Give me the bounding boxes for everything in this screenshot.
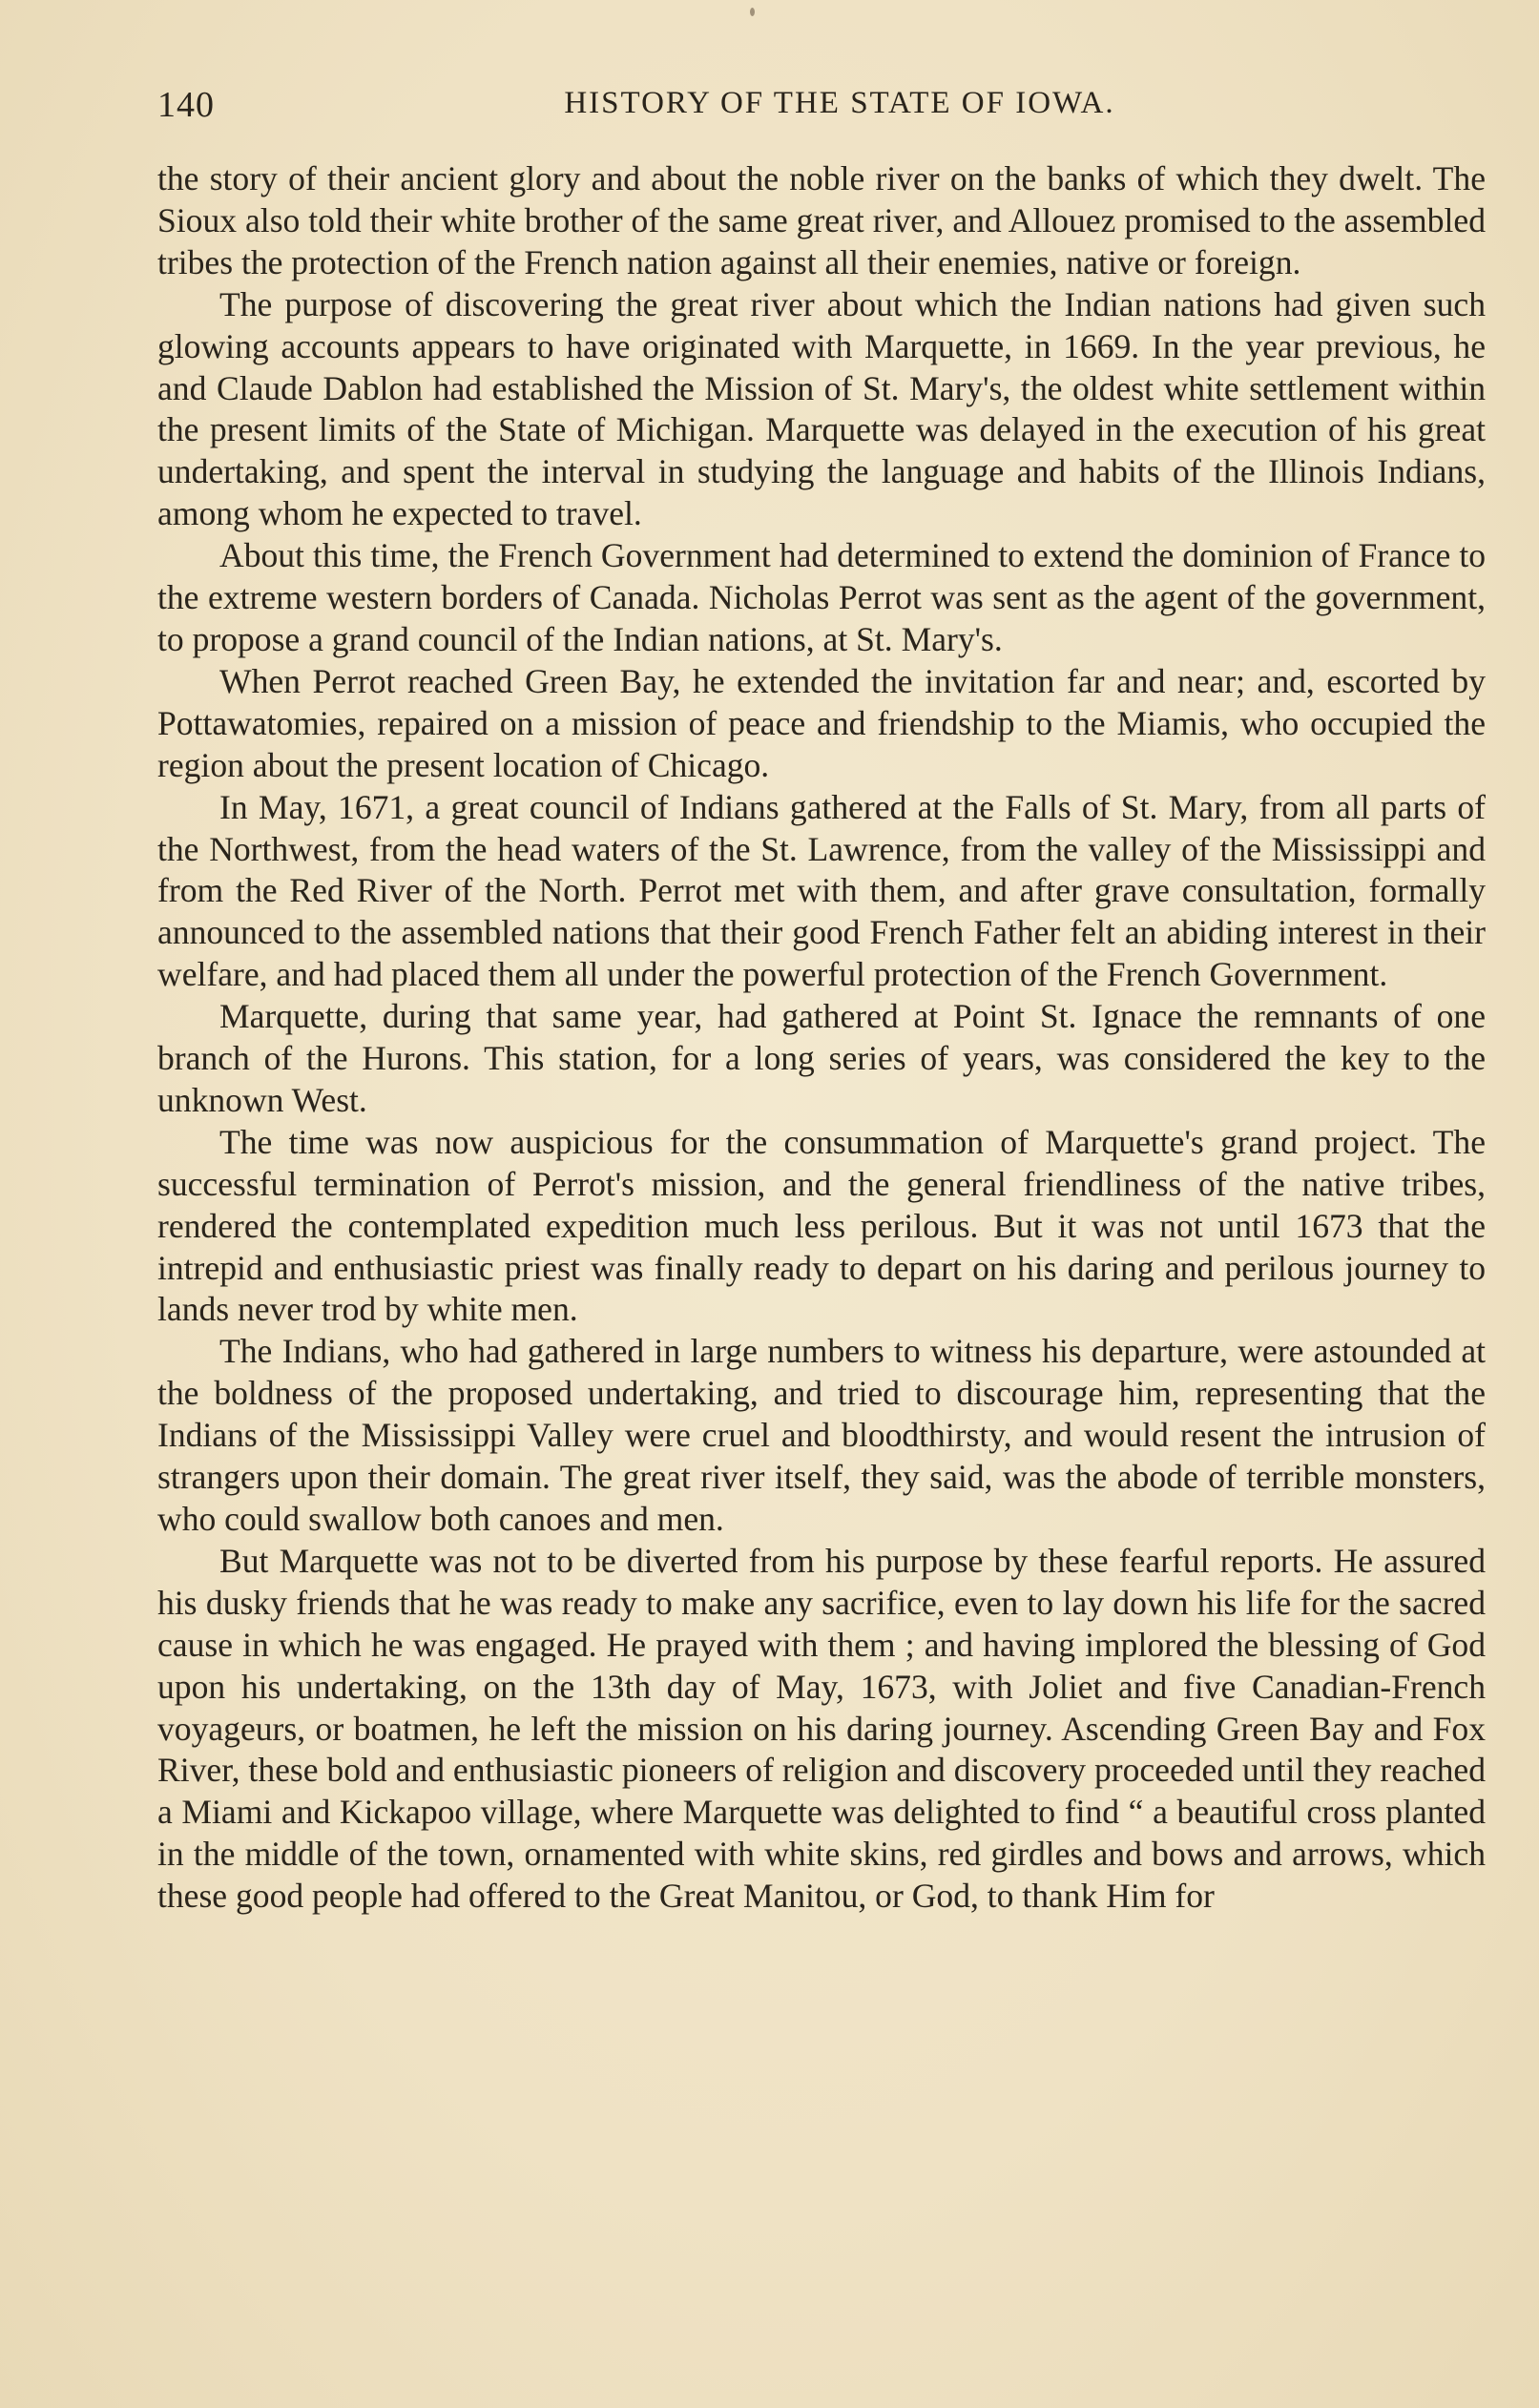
paragraph-9: But Marquette was not to be diverted from his purpose by these fearful reports. He assured his dusky friends that he was ready to make any sacrifice, even to lay down his life for the sacred cause in which he was engaged. He prayed with them ; and having implored the blessing of God upon his undertaking, on the 13th day of May, 1673, with Joliet and five Canadian-French voyageurs, or boatmen, he left the mission on his daring journey. Ascending Green Bay and Fox River, these bold and enthusiastic pioneers of religion and discovery proceeded until they reached a Miami and Kickapoo village, where Marquette was delighted to find “ a beautiful cross planted in the middle of the town, ornamented with white skins, red girdles and bows and arrows, which these good people had offered to the Great Manitou, or God, to thank Him for bbox=[157, 1541, 1486, 1916]
running-title: HISTORY OF THE STATE OF IOWA. bbox=[564, 86, 1115, 120]
ink-speck bbox=[750, 8, 755, 16]
paragraph-4: When Perrot reached Green Bay, he extended the invitation far and near; and, escorted by Pottawatomies, repaired on a mission of peace and friendship to the Miamis, who occupied the region about the present location of Chicago. bbox=[157, 661, 1486, 784]
paragraph-8: The Indians, who had gathered in large numbers to witness his departure, were astounded at the boldness of the proposed undertaking, and tried to discourage him, representing that the Indians of the Mississippi Valley were cruel and bloodthirsty, and would resent the intrusion of strangers upon their domain. The great river itself, they said, was the abode of terrible monsters, who could swallow both canoes and men. bbox=[157, 1332, 1486, 1538]
paragraph-5: In May, 1671, a great council of Indians gathered at the Falls of St. Mary, from all parts of the Northwest, from the head waters of the St. Lawrence, from the valley of the Mississippi and from the Red River of the North. Perrot met with them, and after grave consultation, formally announced to the assembled nations that their good French Father felt an abiding interest in their welfare, and had placed them all under the powerful protection of the French Government. bbox=[157, 787, 1486, 994]
page-number: 140 bbox=[157, 85, 215, 125]
paragraph-6: Marquette, during that same year, had gathered at Point St. Ignace the remnants of one branch of the Hurons. This station, for a long series of years, was considered the key to the unknown West. bbox=[157, 997, 1486, 1119]
paragraph-1: the story of their ancient glory and about the noble river on the banks of which they dwelt. The Sioux also told their white brother of the same great river, and Allouez promised to the assembled tribes the protection of the French nation against all their enemies, native or foreign. bbox=[157, 159, 1486, 281]
body-text bbox=[157, 158, 1486, 1918]
paragraph-3: About this time, the French Government had determined to extend the dominion of France to the extreme western borders of Canada. Nicholas Perrot was sent as the agent of the government, to propose a grand council of the Indian nations, at St. Mary's. bbox=[157, 536, 1486, 658]
running-head bbox=[157, 84, 1484, 132]
paragraph-7: The time was now auspicious for the consummation of Marquette's grand project. The successful termination of Perrot's mission, and the general friendliness of the native tribes, rendered the contemplated expedition much less perilous. But it was not until 1673 that the intrepid and enthusiastic priest was finally ready to depart on his daring and perilous journey to lands never trod by white men. bbox=[157, 1122, 1486, 1329]
paragraph-2: The purpose of discovering the great river about which the Indian nations had given such glowing accounts appears to have originated with Marquette, in 1669. In the year previous, he and Claude Dablon had established the Mission of St. Mary's, the oldest white settlement within the present limits of the State of Michigan. Marquette was delayed in the execution of his great undertaking, and spent the interval in studying the language and habits of the Illinois Indians, among whom he expected to travel. bbox=[157, 284, 1486, 533]
